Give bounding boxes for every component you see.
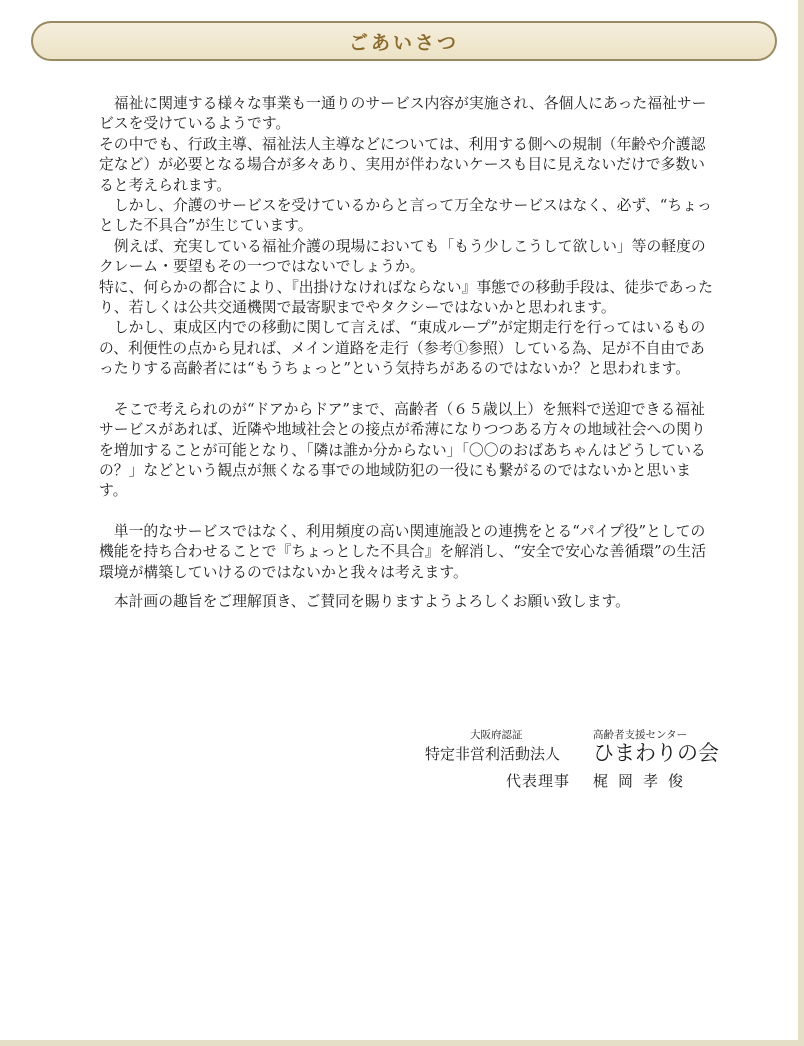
representative-title: 代表理事 bbox=[506, 772, 571, 790]
certification-label: 大阪府認証 bbox=[470, 729, 523, 741]
page-title: ごあいさつ bbox=[348, 31, 459, 54]
organization-type: 特定非営利活動法人 bbox=[425, 745, 561, 763]
organization-name: ひまわりの会 bbox=[593, 741, 719, 765]
title-banner bbox=[31, 21, 777, 61]
paragraph-closing: 本計画の趣旨をご理解頂き、ご賛同を賜りますようよろしくお願い致します。 bbox=[99, 592, 630, 610]
center-label: 高齢者支援センター bbox=[593, 729, 688, 741]
paragraph-spacer bbox=[99, 583, 715, 592]
representative-name: 梶岡孝俊 bbox=[593, 772, 694, 790]
paragraph-pipe-role: 単一的なサービスではなく、利用頻度の高い関連施設との連携をとる“パイプ役”としての機能を持ち合わせることで『ちょっとした不具合』を解消し、“安全で安心な善循環”の生活環境が構築していけるのではないかと我々は考えます。 bbox=[99, 522, 707, 581]
paragraph-spacer bbox=[99, 502, 715, 522]
greeting-body bbox=[99, 94, 715, 612]
paragraph-intro: 福祉に関連する様々な事業も一通りのサービス内容が実施され、各個人にあった福祉サービスを受けているようです。 その中でも、行政主導、福祉法人主導などについては、利用する側への規制（年齢や介護認定など）が必要となる場合が多々あり、実用が伴わないケースも目に見えないだけで多数いると考えられます。 しかし、介護のサービスを受けているからと言って万全なサービスはなく、必ず、“ちょっとした不具合”が生じています。 例えば、充実している福祉介護の現場においても「もう少しこうして欲しい」等の軽度のクレーム・要望もその一つではないでしょうか。 特に、何らかの都合により、『出掛けなければならない』事態での移動手段は、徒歩であったり、若しくは公共交通機関で最寄駅までやタクシーではないかと思われます。 しかし、東成区内での移動に関して言えば、“東成ループ”が定期走行を行ってはいるものの、利便性の点から見れば、メイン道路を走行（参考①参照）している為、足が不自由であったりする高齢者には“もうちょっと”という気持ちがあるのではないか？と思われます。 bbox=[99, 95, 713, 378]
paragraph-proposal: そこで考えられのが“ドアからドア”まで、高齢者（６５歳以上）を無料で送迎できる福祉サービスがあれば、近隣や地域社会との接点が希薄になりつつある方々の地域社会への関りを増加することが可能となり、「隣は誰か分からない」「〇〇のおばあちゃんはどうしているの？」などという観点が無くなる事での地域防犯の一役にも繋がるのではないかと思います。 bbox=[99, 400, 706, 500]
paragraph-spacer bbox=[99, 380, 715, 400]
